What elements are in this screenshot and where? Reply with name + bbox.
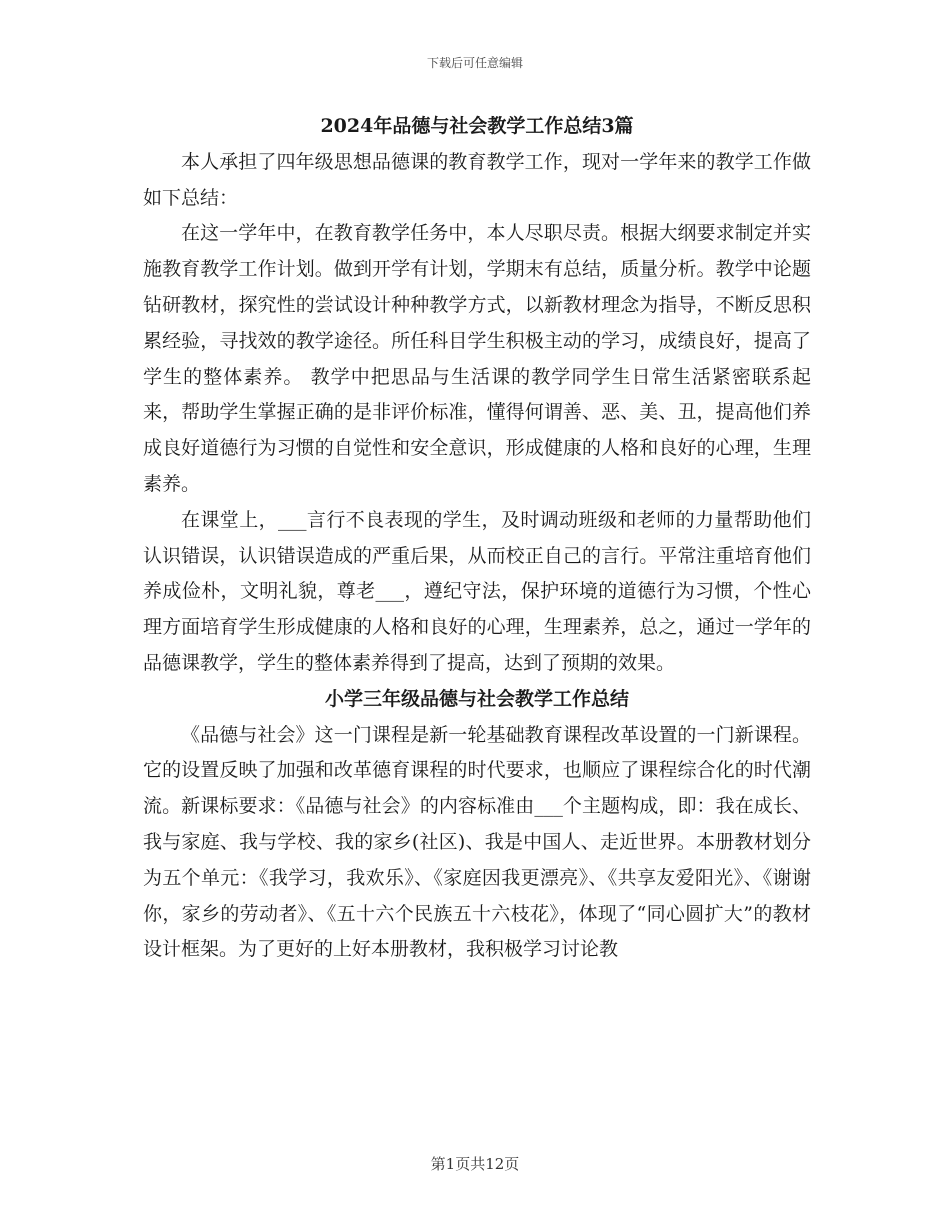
section-title-2: 小学三年级品德与社会教学工作总结 bbox=[324, 687, 629, 710]
document-body bbox=[143, 109, 811, 968]
page-footer: 第1页共12页 bbox=[430, 1155, 520, 1173]
paragraph: 在课堂上，___言行不良表现的学生，及时调动班级和老师的力量帮助他们认识错误，认识错误造成的严重后果，从而校正自己的言行。平常注重培育他们养成俭朴，文明礼貌，尊老___，遵纪守法，保护环境的道德行为习惯，个性心理方面培育学生形成健康的人格和良好的心理，生理素养，总之，通过一学年的品德课教学，学生的整体素养得到了提高，达到了预期的效果。 bbox=[143, 508, 811, 674]
paragraph: 《品德与社会》这一门课程是新一轮基础教育课程改革设置的一门新课程。它的设置反映了加强和改革德育课程的时代要求，也顺应了课程综合化的时代潮流。新课标要求：《品德与社会》的内容标准由___个主题构成，即：我在成长、我与家庭、我与学校、我的家乡(社区)、我是中国人、走近世界。本册教材划分为五个单元：《我学习，我欢乐》、《家庭因我更漂亮》、《共享友爱阳光》、《谢谢你，家乡的劳动者》、《五十六个民族五十六枝花》，体现了“同心圆扩大”的教材设计框架。为了更好的上好本册教材，我积极学习讨论教 bbox=[143, 723, 811, 961]
paragraph: 本人承担了四年级思想品德课的教育教学工作，现对一学年来的教学工作做如下总结： bbox=[143, 150, 811, 209]
header-note: 下载后可任意编辑 bbox=[426, 56, 523, 70]
paragraph: 在这一学年中，在教育教学任务中，本人尽职尽责。根据大纲要求制定并实施教育教学工作计划。做到开学有计划，学期末有总结，质量分析。教学中论题钻研教材，探究性的尝试设计种种教学方式，以新教材理念为指导，不断反思积累经验，寻找效的教学途径。所任科目学生积极主动的学习，成绩良好，提高了学生的整体素养。 教学中把思品与生活课的教学同学生日常生活紧密联系起来，帮助学生掌握正确的是非评价标准，懂得何谓善、恶、美、丑，提高他们养成良好道德行为习惯的自觉性和安全意识，形成健康的人格和良好的心理，生理素养。 bbox=[143, 222, 811, 495]
section-title-1: 2024年品德与社会教学工作总结3篇 bbox=[320, 115, 634, 137]
